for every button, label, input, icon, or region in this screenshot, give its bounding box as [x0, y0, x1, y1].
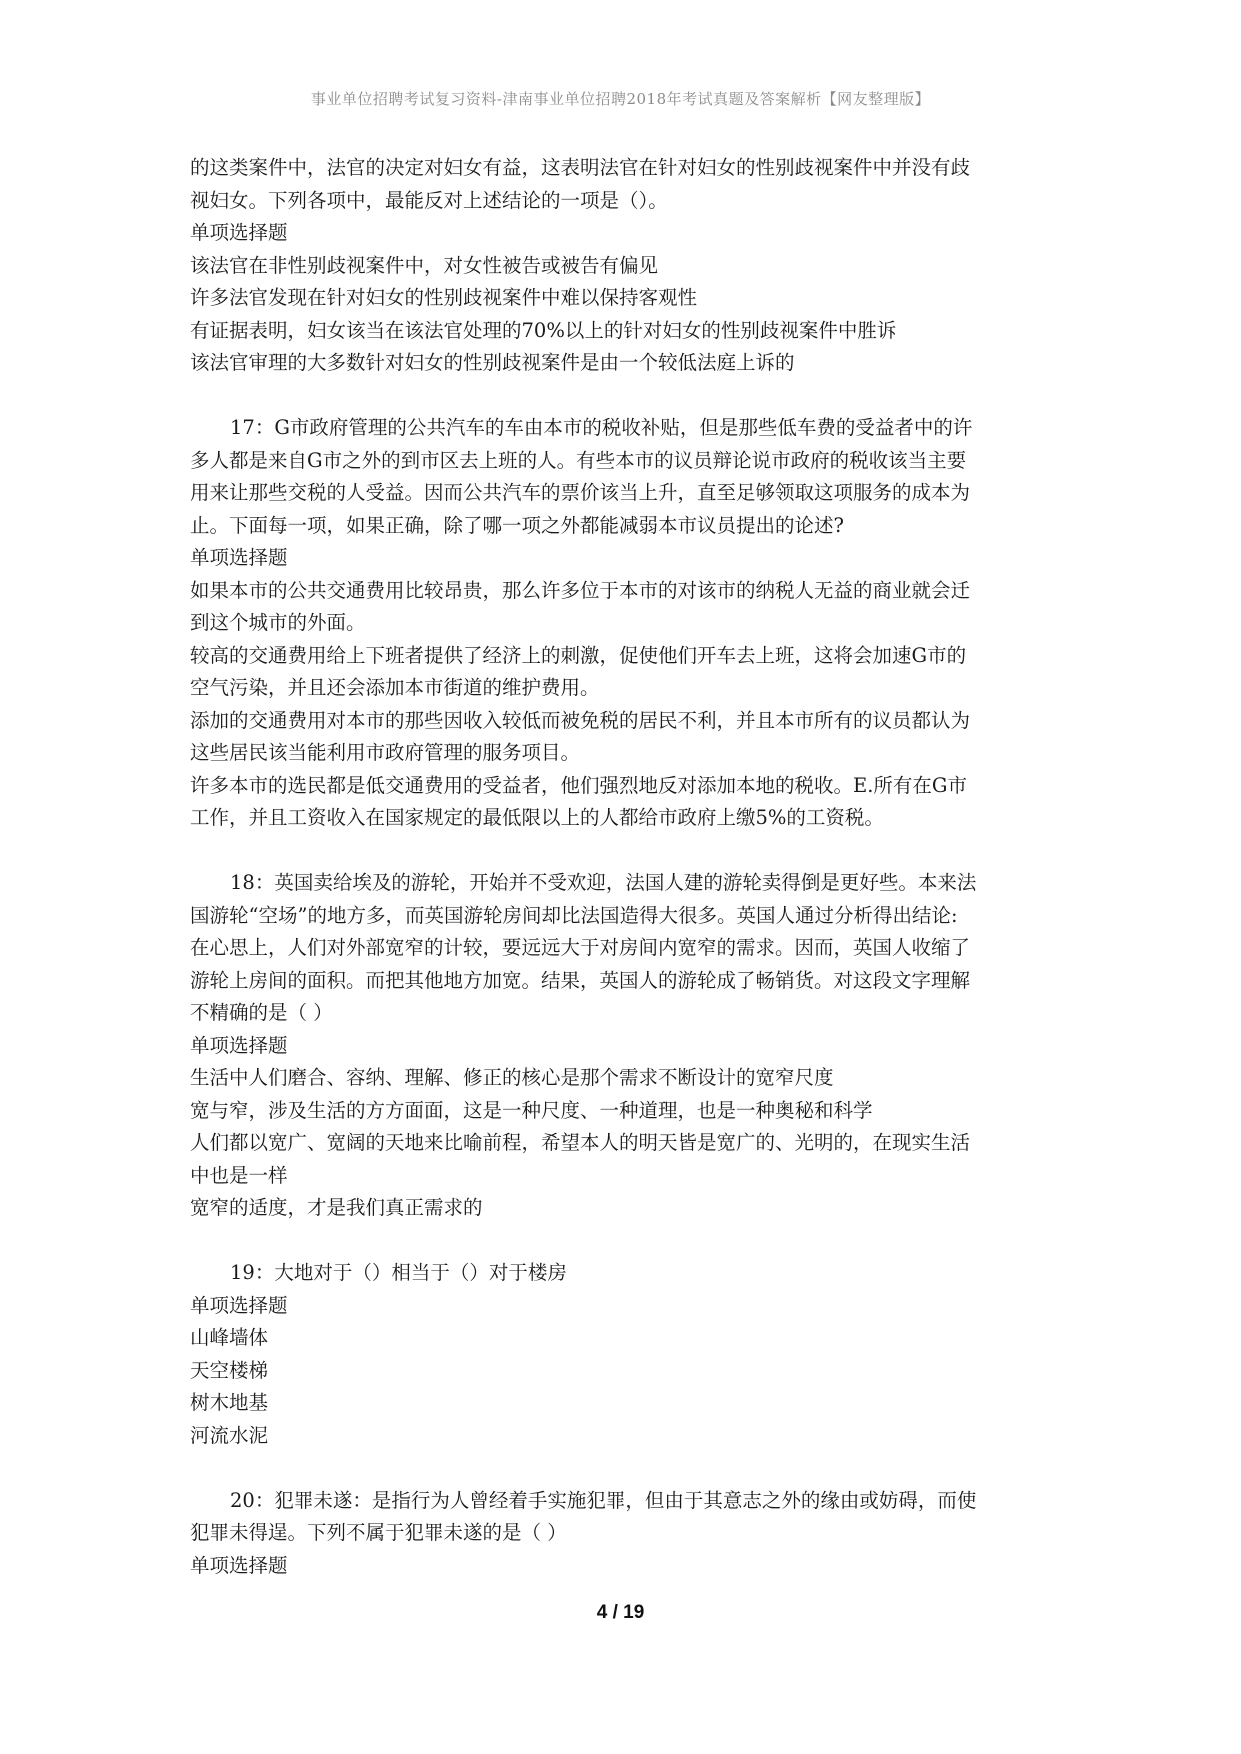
question-17	[190, 412, 1060, 835]
answer-option-cont: 中也是一样	[190, 1163, 288, 1187]
answer-option: 较高的交通费用给上下班者提供了经济上的刺激，促使他们开车去上班，这将会加速G市的	[190, 643, 967, 667]
answer-option-cont: 空气污染，并且还会添加本市街道的维护费用。	[190, 676, 600, 699]
question-stem-line: 国游轮“空场”的地方多，而英国游轮房间却比法国造得大很多。英国人通过分析得出结论:	[190, 903, 958, 927]
answer-option: 树木地基	[190, 1391, 269, 1414]
answer-option: 添加的交通费用对本市的那些因收入较低而被免税的居民不利，并且本市所有的议员都认为	[190, 708, 971, 732]
question-stem-line: 游轮上房间的面积。而把其他地方加宽。结果，英国人的游轮成了畅销货。对这段文字理解	[190, 968, 971, 992]
question-16	[190, 152, 1060, 380]
question-type: 单项选择题	[190, 546, 288, 569]
question-type: 单项选择题	[190, 1033, 288, 1057]
question-type: 单项选择题	[190, 1553, 288, 1577]
question-stem-line: 止。下面每一项，如果正确，除了哪一项之外都能减弱本市议员提出的论述?	[190, 513, 844, 537]
answer-option-cont: 到这个城市的外面。	[190, 611, 366, 634]
question-stem-line: 不精确的是（ ）	[190, 1001, 333, 1024]
answer-option: 如果本市的公共交通费用比较昂贵，那么许多位于本市的对该市的纳税人无益的商业就会迁	[190, 578, 971, 602]
answer-option: 河流水泥	[190, 1423, 269, 1447]
answer-option: 许多法官发现在针对妇女的性别歧视案件中难以保持客观性	[190, 286, 698, 309]
question-stem-line: 视妇女。下列各项中，最能反对上述结论的一项是（）。	[190, 188, 668, 212]
answer-option: 该法官在非性别歧视案件中，对女性被告或被告有偏见	[190, 253, 659, 277]
question-stem-line: 用来让那些交税的人受益。因而公共汽车的票价该当上升，直至足够领取这项服务的成本为	[190, 481, 971, 504]
answer-option: 宽窄的适度，才是我们真正需求的	[190, 1196, 483, 1219]
document-body	[190, 152, 1060, 1582]
question-stem-line: 20：犯罪未遂：是指行为人曾经着手实施犯罪，但由于其意志之外的缘由或妨碍，而使	[230, 1488, 977, 1512]
answer-option: 生活中人们磨合、容纳、理解、修正的核心是那个需求不断设计的宽窄尺度	[190, 1066, 834, 1089]
answer-option: 该法官审理的大多数针对妇女的性别歧视案件是由一个较低法庭上诉的	[190, 351, 795, 374]
question-stem-line: 17：G市政府管理的公共汽车的车由本市的税收补贴，但是那些低车费的受益者中的许	[230, 416, 973, 439]
question-20	[190, 1485, 1060, 1583]
question-stem-line: 犯罪未得逞。下列不属于犯罪未遂的是（ ）	[190, 1521, 567, 1544]
answer-option: 有证据表明，妇女该当在该法官处理的70%以上的针对妇女的性别歧视案件中胜诉	[190, 318, 897, 342]
question-stem-line: 的这类案件中，法官的决定对妇女有益，这表明法官在针对妇女的性别歧视案件中并没有歧	[190, 156, 971, 179]
answer-option: 许多本市的选民都是低交通费用的受益者，他们强烈地反对添加本地的税收。E.所有在G市	[190, 773, 968, 797]
question-18	[190, 867, 1060, 1225]
question-type: 单项选择题	[190, 1293, 288, 1317]
page-header: 事业单位招聘考试复习资料-津南事业单位招聘2018年考试真题及答案解析【网友整理版】	[310, 90, 931, 108]
answer-option: 山峰墙体	[190, 1326, 269, 1349]
question-type: 单项选择题	[190, 221, 288, 244]
question-stem-line: 19：大地对于（）相当于（）对于楼房	[230, 1261, 567, 1284]
answer-option: 天空楼梯	[190, 1358, 269, 1382]
question-stem-line: 在心思上，人们对外部宽窄的计较，要远远大于对房间内宽窄的需求。因而，英国人收缩了	[190, 936, 971, 959]
question-stem-line: 多人都是来自G市之外的到市区去上班的人。有些本市的议员辩论说市政府的税收该当主要	[190, 448, 967, 472]
question-19	[190, 1257, 1060, 1452]
answer-option-cont: 这些居民该当能利用市政府管理的服务项目。	[190, 741, 581, 764]
answer-option: 人们都以宽广、宽阔的天地来比喻前程，希望本人的明天皆是宽广的、光明的，在现实生活	[190, 1131, 971, 1154]
question-stem-line: 18：英国卖给埃及的游轮，开始并不受欢迎，法国人建的游轮卖得倒是更好些。本来法	[230, 871, 977, 894]
answer-option-cont: 工作，并且工资收入在国家规定的最低限以上的人都给市政府上缴5%的工资税。	[190, 806, 884, 829]
answer-option: 宽与窄，涉及生活的方方面面，这是一种尺度、一种道理，也是一种奥秘和科学	[190, 1098, 873, 1122]
page-number: 4 / 19	[596, 1602, 645, 1623]
